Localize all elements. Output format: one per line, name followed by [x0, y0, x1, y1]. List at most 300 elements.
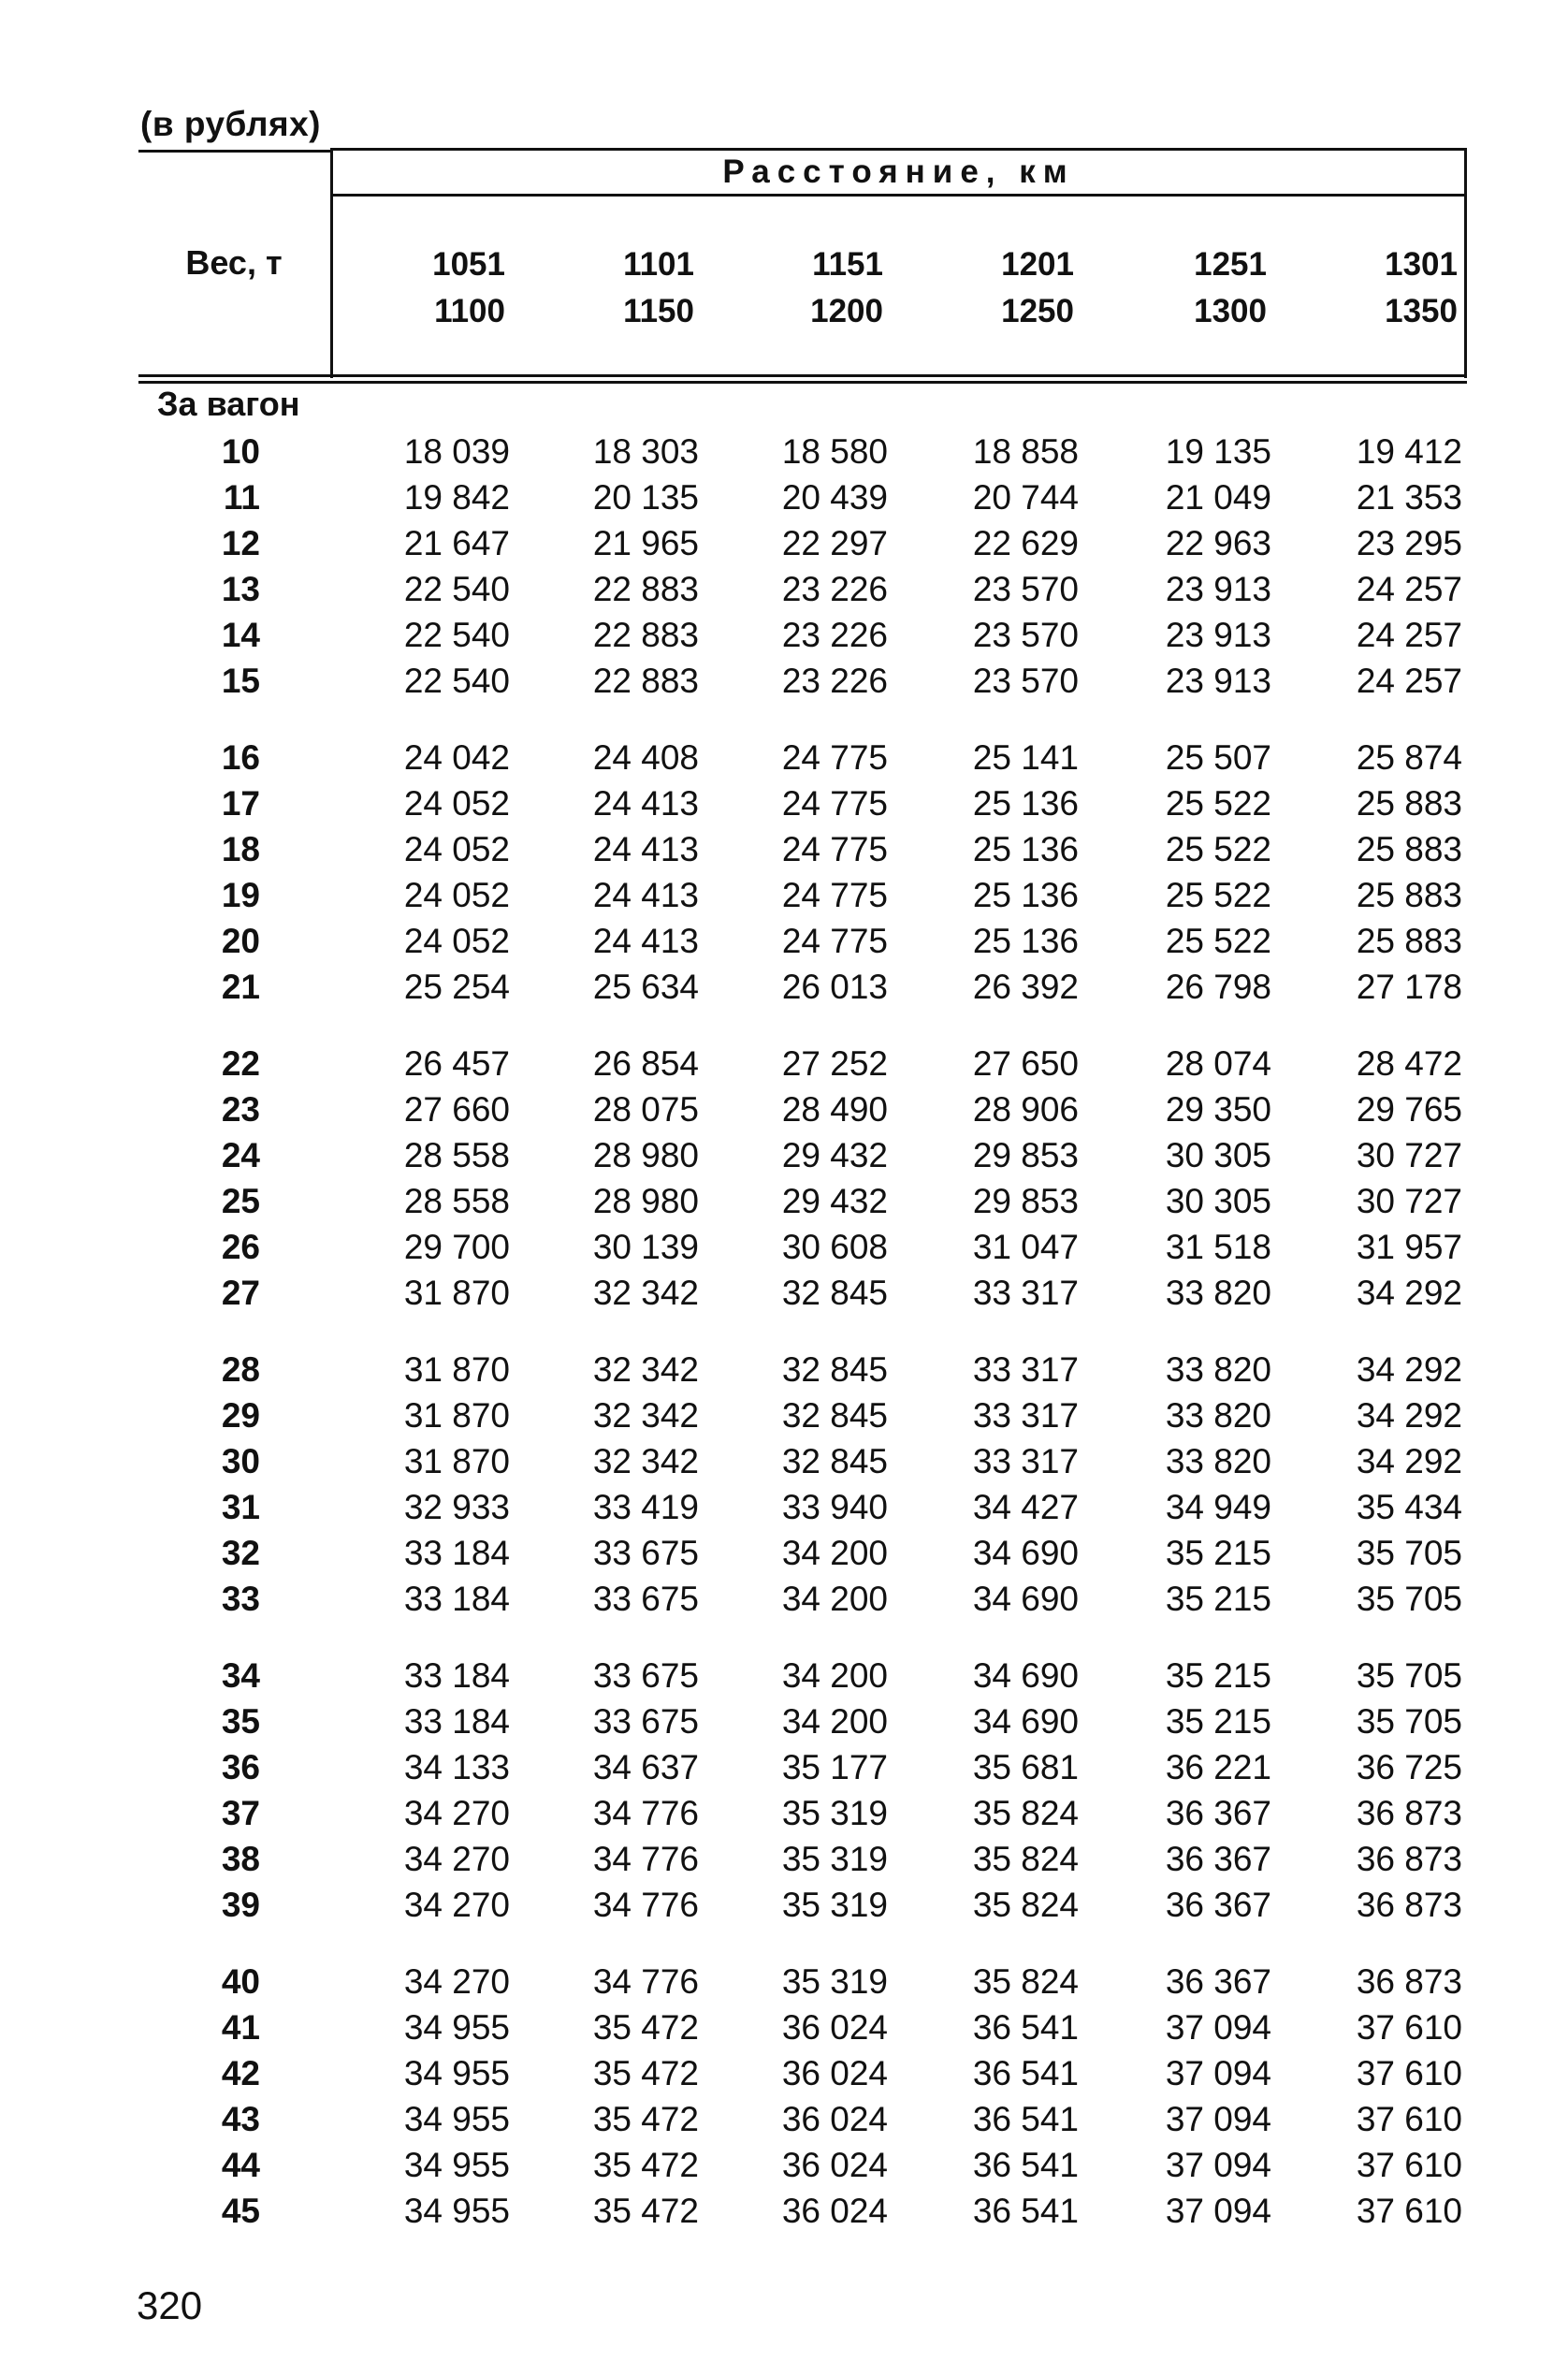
weight-cell: 31 [221, 1488, 260, 1526]
table-row [0, 872, 1568, 918]
table-row [0, 1882, 1568, 1928]
price-cell: 35 824 [972, 1962, 1079, 2001]
price-cell: 22 883 [592, 662, 699, 700]
price-cell: 34 690 [972, 1534, 1079, 1572]
weight-cell: 16 [221, 738, 260, 777]
price-cell: 35 705 [1356, 1534, 1462, 1572]
price-cell: 25 522 [1165, 922, 1271, 960]
table-row [0, 1744, 1568, 1790]
price-cell: 34 133 [403, 1748, 510, 1786]
column-header-to: 1350 [1385, 293, 1458, 329]
price-cell: 24 775 [781, 876, 888, 914]
price-cell: 35 472 [592, 2100, 699, 2138]
price-cell: 36 725 [1356, 1748, 1462, 1786]
price-cell: 32 342 [592, 1274, 699, 1312]
price-cell: 21 049 [1165, 478, 1271, 517]
price-cell: 34 955 [403, 2192, 510, 2230]
price-cell: 36 024 [781, 2192, 888, 2230]
weight-cell: 19 [221, 876, 260, 914]
price-cell: 34 690 [972, 1580, 1079, 1618]
price-cell: 29 853 [972, 1136, 1079, 1174]
price-cell: 28 980 [592, 1182, 699, 1220]
price-cell: 24 052 [403, 830, 510, 868]
price-cell: 35 705 [1356, 1702, 1462, 1741]
weight-cell: 14 [221, 616, 260, 654]
price-cell: 34 292 [1356, 1274, 1462, 1312]
price-cell: 28 490 [781, 1090, 888, 1129]
table-row [0, 2188, 1568, 2234]
price-cell: 36 367 [1165, 1886, 1271, 1924]
price-cell: 34 292 [1356, 1396, 1462, 1435]
header-left-rule [138, 150, 331, 153]
column-header-to: 1300 [1194, 293, 1267, 329]
table-row [0, 1438, 1568, 1484]
price-cell: 24 413 [592, 830, 699, 868]
price-cell: 33 820 [1165, 1396, 1271, 1435]
price-cell: 27 660 [403, 1090, 510, 1129]
price-cell: 29 853 [972, 1182, 1079, 1220]
price-cell: 28 906 [972, 1090, 1079, 1129]
price-cell: 24 775 [781, 830, 888, 868]
table-row [0, 2096, 1568, 2142]
price-cell: 24 052 [403, 784, 510, 823]
table-row [0, 1653, 1568, 1698]
price-cell: 25 634 [592, 968, 699, 1006]
weight-cell: 25 [221, 1182, 260, 1220]
header-bottom-rule [138, 381, 1467, 384]
price-cell: 36 873 [1356, 1886, 1462, 1924]
price-cell: 28 558 [403, 1136, 510, 1174]
price-cell: 30 305 [1165, 1182, 1271, 1220]
column-header-to: 1150 [623, 293, 694, 329]
price-cell: 24 413 [592, 784, 699, 823]
price-cell: 36 873 [1356, 1840, 1462, 1878]
table-row [0, 1178, 1568, 1224]
price-cell: 34 776 [592, 1794, 699, 1832]
price-cell: 26 854 [592, 1044, 699, 1083]
price-cell: 36 541 [972, 2146, 1079, 2184]
price-cell: 29 432 [781, 1136, 888, 1174]
column-header-from: 1151 [812, 246, 883, 283]
header-bottom-rule [138, 374, 1467, 377]
weight-cell: 27 [221, 1274, 260, 1312]
price-cell: 33 675 [592, 1702, 699, 1741]
table-row [0, 918, 1568, 964]
price-cell: 34 690 [972, 1702, 1079, 1741]
table-row [0, 1392, 1568, 1438]
price-cell: 18 303 [592, 432, 699, 471]
price-cell: 35 215 [1165, 1534, 1271, 1572]
section-label: За вагон [157, 385, 300, 423]
weight-cell: 13 [221, 570, 260, 608]
price-cell: 35 705 [1356, 1580, 1462, 1618]
price-cell: 36 024 [781, 2100, 888, 2138]
price-cell: 24 775 [781, 922, 888, 960]
price-cell: 34 955 [403, 2054, 510, 2092]
price-cell: 32 933 [403, 1488, 510, 1526]
price-cell: 22 540 [403, 616, 510, 654]
price-cell: 24 257 [1356, 616, 1462, 654]
price-cell: 36 873 [1356, 1962, 1462, 2001]
price-cell: 31 870 [403, 1274, 510, 1312]
price-cell: 33 675 [592, 1534, 699, 1572]
weight-cell: 36 [221, 1748, 260, 1786]
weight-cell: 34 [221, 1656, 260, 1695]
table-row [0, 1484, 1568, 1530]
price-cell: 34 427 [972, 1488, 1079, 1526]
weight-cell: 21 [221, 968, 260, 1006]
price-cell: 22 540 [403, 570, 510, 608]
price-cell: 25 136 [972, 784, 1079, 823]
price-cell: 28 472 [1356, 1044, 1462, 1083]
page-number: 320 [137, 2283, 203, 2327]
table-row [0, 1836, 1568, 1882]
price-cell: 35 824 [972, 1886, 1079, 1924]
price-cell: 24 775 [781, 784, 888, 823]
table-row [0, 2004, 1568, 2050]
column-header-from: 1101 [623, 246, 694, 283]
price-cell: 18 039 [403, 432, 510, 471]
weight-cell: 42 [221, 2054, 260, 2092]
price-cell: 19 412 [1356, 432, 1462, 471]
price-cell: 34 949 [1165, 1488, 1271, 1526]
column-header-to: 1200 [810, 293, 883, 329]
weight-column-label: Вес, т [185, 243, 283, 282]
price-cell: 37 094 [1165, 2100, 1271, 2138]
price-cell: 36 367 [1165, 1840, 1271, 1878]
price-cell: 36 024 [781, 2008, 888, 2047]
price-cell: 35 319 [781, 1886, 888, 1924]
price-cell: 35 319 [781, 1962, 888, 2001]
column-header-from: 1201 [1001, 246, 1074, 283]
price-cell: 37 094 [1165, 2008, 1271, 2047]
price-cell: 34 200 [781, 1656, 888, 1695]
price-cell: 25 522 [1165, 784, 1271, 823]
price-cell: 33 317 [972, 1350, 1079, 1389]
column-header-from: 1251 [1194, 246, 1267, 283]
price-cell: 33 317 [972, 1274, 1079, 1312]
price-cell: 30 305 [1165, 1136, 1271, 1174]
price-cell: 35 319 [781, 1794, 888, 1832]
table-row [0, 566, 1568, 612]
price-cell: 34 200 [781, 1580, 888, 1618]
price-cell: 22 540 [403, 662, 510, 700]
price-cell: 36 024 [781, 2054, 888, 2092]
price-cell: 31 870 [403, 1442, 510, 1480]
price-cell: 21 647 [403, 524, 510, 562]
price-cell: 26 798 [1165, 968, 1271, 1006]
weight-cell: 11 [223, 478, 260, 517]
price-cell: 34 690 [972, 1656, 1079, 1695]
price-cell: 35 472 [592, 2146, 699, 2184]
price-cell: 34 292 [1356, 1350, 1462, 1389]
weight-cell: 37 [221, 1794, 260, 1832]
weight-cell: 20 [221, 922, 260, 960]
price-cell: 33 184 [403, 1580, 510, 1618]
price-cell: 29 432 [781, 1182, 888, 1220]
table-row [0, 1132, 1568, 1178]
table-row [0, 1698, 1568, 1744]
table-row [0, 1224, 1568, 1270]
table-row [0, 1347, 1568, 1392]
price-cell: 25 883 [1356, 784, 1462, 823]
price-cell: 23 570 [972, 616, 1079, 654]
price-cell: 23 913 [1165, 662, 1271, 700]
column-header [393, 241, 505, 335]
weight-cell: 33 [221, 1580, 260, 1618]
table-row [0, 1576, 1568, 1622]
price-cell: 34 200 [781, 1534, 888, 1572]
price-cell: 34 955 [403, 2100, 510, 2138]
weight-cell: 10 [221, 432, 260, 471]
price-cell: 34 292 [1356, 1442, 1462, 1480]
price-cell: 35 681 [972, 1748, 1079, 1786]
price-cell: 31 518 [1165, 1228, 1271, 1266]
column-header [1345, 241, 1458, 335]
weight-cell: 43 [221, 2100, 260, 2138]
price-cell: 24 257 [1356, 662, 1462, 700]
price-cell: 18 580 [781, 432, 888, 471]
table-row [0, 474, 1568, 520]
weight-cell: 44 [221, 2146, 260, 2184]
weight-cell: 30 [221, 1442, 260, 1480]
price-cell: 31 047 [972, 1228, 1079, 1266]
price-cell: 33 675 [592, 1580, 699, 1618]
price-cell: 34 270 [403, 1886, 510, 1924]
price-cell: 28 558 [403, 1182, 510, 1220]
price-cell: 35 434 [1356, 1488, 1462, 1526]
price-cell: 32 845 [781, 1274, 888, 1312]
price-cell: 30 608 [781, 1228, 888, 1266]
price-cell: 32 845 [781, 1350, 888, 1389]
weight-cell: 38 [221, 1840, 260, 1878]
price-cell: 25 874 [1356, 738, 1462, 777]
table-row [0, 1270, 1568, 1316]
column-header [962, 241, 1074, 335]
price-cell: 34 955 [403, 2146, 510, 2184]
price-cell: 33 184 [403, 1534, 510, 1572]
price-cell: 34 776 [592, 1886, 699, 1924]
price-cell: 27 252 [781, 1044, 888, 1083]
price-cell: 31 870 [403, 1396, 510, 1435]
table-row [0, 780, 1568, 826]
price-cell: 35 824 [972, 1840, 1079, 1878]
price-cell: 23 226 [781, 570, 888, 608]
price-cell: 35 824 [972, 1794, 1079, 1832]
price-cell: 35 705 [1356, 1656, 1462, 1695]
price-cell: 27 650 [972, 1044, 1079, 1083]
price-cell: 22 297 [781, 524, 888, 562]
price-cell: 28 980 [592, 1136, 699, 1174]
price-cell: 33 675 [592, 1656, 699, 1695]
price-cell: 24 413 [592, 922, 699, 960]
price-cell: 34 270 [403, 1794, 510, 1832]
price-cell: 34 955 [403, 2008, 510, 2047]
price-cell: 24 408 [592, 738, 699, 777]
price-cell: 34 200 [781, 1702, 888, 1741]
price-cell: 24 052 [403, 922, 510, 960]
table-row [0, 1041, 1568, 1086]
weight-cell: 17 [221, 784, 260, 823]
price-cell: 19 842 [403, 478, 510, 517]
weight-cell: 12 [221, 524, 260, 562]
price-cell: 21 353 [1356, 478, 1462, 517]
header-divider [330, 194, 1467, 197]
price-cell: 25 522 [1165, 876, 1271, 914]
price-cell: 26 392 [972, 968, 1079, 1006]
price-cell: 36 221 [1165, 1748, 1271, 1786]
weight-cell: 24 [221, 1136, 260, 1174]
price-cell: 23 226 [781, 662, 888, 700]
column-header-to: 1100 [434, 293, 505, 329]
price-cell: 37 610 [1356, 2054, 1462, 2092]
table-row [0, 612, 1568, 658]
price-cell: 32 342 [592, 1396, 699, 1435]
price-cell: 20 439 [781, 478, 888, 517]
price-cell: 36 541 [972, 2192, 1079, 2230]
price-cell: 35 472 [592, 2192, 699, 2230]
price-cell: 24 413 [592, 876, 699, 914]
table-row [0, 1790, 1568, 1836]
price-cell: 26 457 [403, 1044, 510, 1083]
weight-cell: 40 [221, 1962, 260, 2001]
price-cell: 25 522 [1165, 830, 1271, 868]
price-cell: 23 570 [972, 662, 1079, 700]
price-cell: 36 541 [972, 2100, 1079, 2138]
price-cell: 33 184 [403, 1702, 510, 1741]
price-cell: 35 472 [592, 2054, 699, 2092]
price-cell: 22 629 [972, 524, 1079, 562]
column-header-from: 1301 [1385, 246, 1458, 283]
price-cell: 25 136 [972, 922, 1079, 960]
table-row [0, 1530, 1568, 1576]
distance-title: Расстояние, км [722, 153, 1075, 190]
column-header [582, 241, 694, 335]
price-cell: 24 042 [403, 738, 510, 777]
column-header [1154, 241, 1267, 335]
price-cell: 34 270 [403, 1840, 510, 1878]
price-cell: 30 727 [1356, 1182, 1462, 1220]
price-cell: 27 178 [1356, 968, 1462, 1006]
price-cell: 29 350 [1165, 1090, 1271, 1129]
price-cell: 34 776 [592, 1840, 699, 1878]
weight-cell: 45 [221, 2192, 260, 2230]
price-cell: 37 610 [1356, 2192, 1462, 2230]
table-row [0, 826, 1568, 872]
price-cell: 36 367 [1165, 1962, 1271, 2001]
price-cell: 37 610 [1356, 2146, 1462, 2184]
price-cell: 37 094 [1165, 2054, 1271, 2092]
price-cell: 25 254 [403, 968, 510, 1006]
weight-cell: 15 [221, 662, 260, 700]
price-cell: 24 052 [403, 876, 510, 914]
weight-cell: 35 [221, 1702, 260, 1741]
price-cell: 36 541 [972, 2008, 1079, 2047]
table-row [0, 735, 1568, 780]
price-cell: 25 136 [972, 830, 1079, 868]
price-cell: 25 883 [1356, 922, 1462, 960]
weight-cell: 26 [221, 1228, 260, 1266]
price-cell: 35 177 [781, 1748, 888, 1786]
price-cell: 36 367 [1165, 1794, 1271, 1832]
table-row [0, 1086, 1568, 1132]
weight-cell: 41 [221, 2008, 260, 2047]
price-cell: 32 342 [592, 1442, 699, 1480]
weight-cell: 18 [221, 830, 260, 868]
price-cell: 36 541 [972, 2054, 1079, 2092]
weight-cell: 23 [221, 1090, 260, 1129]
table-row [0, 658, 1568, 704]
price-cell: 23 913 [1165, 616, 1271, 654]
price-cell: 37 610 [1356, 2008, 1462, 2047]
price-cell: 32 845 [781, 1442, 888, 1480]
price-cell: 19 135 [1165, 432, 1271, 471]
price-cell: 25 507 [1165, 738, 1271, 777]
price-cell: 32 845 [781, 1396, 888, 1435]
table-row [0, 520, 1568, 566]
price-cell: 36 024 [781, 2146, 888, 2184]
price-cell: 33 820 [1165, 1274, 1271, 1312]
price-cell: 29 700 [403, 1228, 510, 1266]
price-cell: 21 965 [592, 524, 699, 562]
price-cell: 25 883 [1356, 876, 1462, 914]
units-caption: (в рублях) [140, 105, 321, 143]
price-cell: 31 957 [1356, 1228, 1462, 1266]
weight-cell: 28 [221, 1350, 260, 1389]
price-cell: 26 013 [781, 968, 888, 1006]
price-cell: 24 775 [781, 738, 888, 777]
price-cell: 33 419 [592, 1488, 699, 1526]
price-cell: 25 141 [972, 738, 1079, 777]
price-cell: 22 883 [592, 570, 699, 608]
table-row [0, 429, 1568, 474]
price-cell: 37 610 [1356, 2100, 1462, 2138]
table-row [0, 1959, 1568, 2004]
price-cell: 23 570 [972, 570, 1079, 608]
price-cell: 23 295 [1356, 524, 1462, 562]
price-cell: 32 342 [592, 1350, 699, 1389]
price-cell: 25 883 [1356, 830, 1462, 868]
weight-cell: 29 [221, 1396, 260, 1435]
price-cell: 29 765 [1356, 1090, 1462, 1129]
column-header [771, 241, 883, 335]
price-cell: 33 317 [972, 1396, 1079, 1435]
price-cell: 31 870 [403, 1350, 510, 1389]
price-cell: 30 139 [592, 1228, 699, 1266]
column-header-to: 1250 [1001, 293, 1074, 329]
price-cell: 33 820 [1165, 1350, 1271, 1389]
price-cell: 35 472 [592, 2008, 699, 2047]
weight-cell: 22 [221, 1044, 260, 1083]
price-cell: 37 094 [1165, 2192, 1271, 2230]
price-cell: 33 820 [1165, 1442, 1271, 1480]
price-cell: 34 637 [592, 1748, 699, 1786]
price-cell: 28 075 [592, 1090, 699, 1129]
price-cell: 22 883 [592, 616, 699, 654]
price-cell: 23 913 [1165, 570, 1271, 608]
price-cell: 22 963 [1165, 524, 1271, 562]
weight-cell: 32 [221, 1534, 260, 1572]
price-cell: 36 873 [1356, 1794, 1462, 1832]
price-cell: 20 135 [592, 478, 699, 517]
price-cell: 18 858 [972, 432, 1079, 471]
table-row [0, 2142, 1568, 2188]
price-cell: 37 094 [1165, 2146, 1271, 2184]
price-cell: 30 727 [1356, 1136, 1462, 1174]
price-cell: 23 226 [781, 616, 888, 654]
price-cell: 34 776 [592, 1962, 699, 2001]
column-header-from: 1051 [432, 246, 505, 283]
